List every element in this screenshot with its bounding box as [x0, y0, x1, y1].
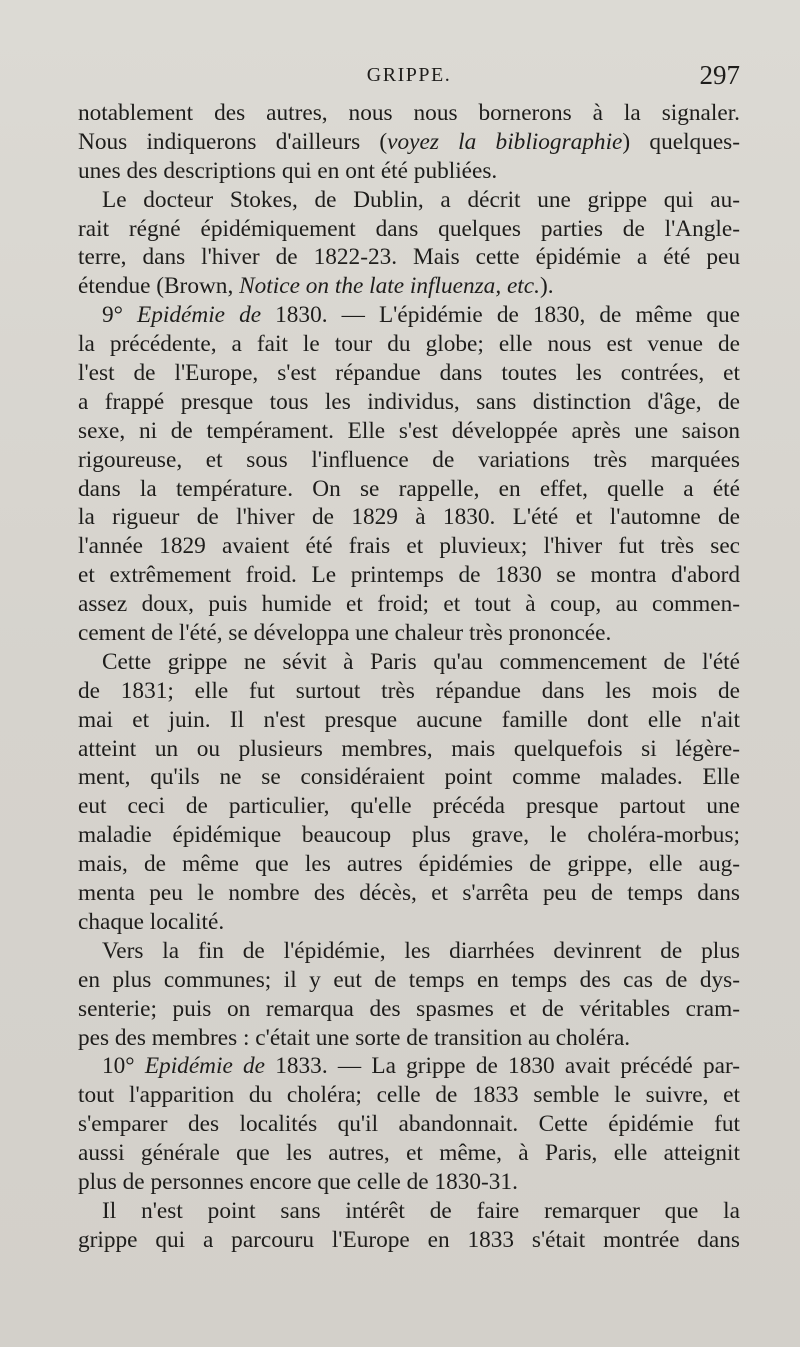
text-line: senterie; puis on remarqua des spasmes et de véritables cram-: [78, 995, 740, 1022]
text-line: notablement des autres, nous nous bornerons à la signaler.: [78, 100, 740, 126]
text-line: s'emparer des localités qu'il abandonnait. Cette épidémie fut: [78, 1111, 740, 1138]
text-line: assez doux, puis humide et froid; et tout à coup, au commen-: [78, 591, 740, 618]
text-line-start: 10°: [102, 1053, 145, 1080]
text-line: Il n'est point sans intérêt de faire remarquer que la: [102, 1197, 740, 1224]
text-line-start: Nous indiquerons d'ailleurs (: [78, 128, 388, 155]
text-line: [78, 301, 740, 330]
text-line: ment, qu'ils ne se considéraient point comme malades. Elle: [78, 764, 740, 791]
text-line: plus de personnes encore que celle de 1830-31.: [78, 1168, 518, 1195]
text-line: rait régné épidémiquement dans quelques parties de l'Angle-: [78, 215, 740, 242]
text-line: la rigueur de l'hiver de 1829 à 1830. L'été et l'automne de: [78, 504, 740, 531]
text-line: menta peu le nombre des décès, et s'arrêta peu de temps dans: [78, 880, 740, 907]
italic-span: Notice on the late influenza, etc.: [239, 273, 540, 300]
text-line: terre, dans l'hiver de 1822-23. Mais cette épidémie a été peu: [78, 244, 740, 271]
text-line: en plus communes; il y eut de temps en temps des cas de dys-: [78, 966, 740, 993]
text-line: atteint un ou plusieurs membres, mais quelquefois si légère-: [78, 735, 740, 762]
text-line: [78, 1052, 740, 1081]
text-line: mais, de même que les autres épidémies de grippe, elle aug-: [78, 851, 740, 878]
text-line: Cette grippe ne sévit à Paris qu'au commencement de l'été: [102, 648, 740, 675]
text-line: et extrêmement froid. Le printemps de 1830 se montra d'abord: [78, 562, 740, 589]
text-line: grippe qui a parcouru l'Europe en 1833 s'était montrée dans: [78, 1226, 740, 1253]
text-line: pes des membres : c'était une sorte de transition au choléra.: [78, 1024, 631, 1051]
text-line-end: ) quelques-: [622, 128, 741, 155]
text-line: dans la température. On se rappelle, en effet, quelle a été: [78, 475, 740, 502]
text-line: aussi générale que les autres, et même, à Paris, elle atteignit: [78, 1140, 740, 1167]
text-line-end: 1833. — La grippe de 1830 avait précédé par-: [265, 1053, 740, 1080]
text-line: mai et juin. Il n'est presque aucune famille dont elle n'ait: [78, 706, 740, 733]
text-line-start: étendue (Brown,: [78, 273, 240, 300]
text-line: l'année 1829 avaient été frais et pluvieux; l'hiver fut très sec: [78, 533, 740, 560]
text-line: Vers la fin de l'épidémie, les diarrhées devinrent de plus: [102, 937, 740, 964]
italic-span: Epidémie de: [137, 302, 262, 329]
text-line: eut ceci de particulier, qu'elle précéda presque partout une: [78, 793, 740, 820]
italic-span: voyez la bibliographie: [387, 128, 623, 155]
text-line: la précédente, a fait le tour du globe; elle nous est venue de: [78, 331, 740, 358]
text-line: unes des descriptions qui en ont été publiées.: [78, 157, 498, 184]
text-line: chaque localité.: [78, 908, 225, 935]
italic-span: Epidémie de: [144, 1053, 266, 1080]
text-line: Le docteur Stokes, de Dublin, a décrit une grippe qui au-: [102, 186, 740, 213]
text-line-start: 9°: [102, 302, 138, 329]
text-line: sexe, ni de tempérament. Elle s'est développée après une saison: [78, 417, 740, 444]
text-line: rigoureuse, et sous l'influence de variations très marquées: [78, 446, 740, 473]
text-line-end: 1830. — L'épidémie de 1830, de même que: [261, 302, 741, 329]
text-line: l'est de l'Europe, s'est répandue dans toutes les contrées, et: [78, 360, 740, 387]
page-number: 297: [699, 60, 740, 90]
text-line: cement de l'été, se développa une chaleur très prononcée.: [78, 620, 612, 647]
text-line-end: ).: [539, 273, 554, 300]
page-header: [78, 60, 740, 94]
running-title: GRIPPE.: [366, 64, 452, 86]
text-line: de 1831; elle fut surtout très répandue dans les mois de: [78, 677, 740, 704]
text-line: tout l'apparition du choléra; celle de 1833 semble le suivre, et: [78, 1082, 740, 1109]
text-line: [78, 128, 740, 157]
text-line: [78, 272, 740, 301]
text-line: a frappé presque tous les individus, sans distinction d'âge, de: [78, 388, 740, 415]
body-text: [78, 99, 740, 1255]
text-line: maladie épidémique beaucoup plus grave, le choléra-morbus;: [78, 822, 740, 849]
